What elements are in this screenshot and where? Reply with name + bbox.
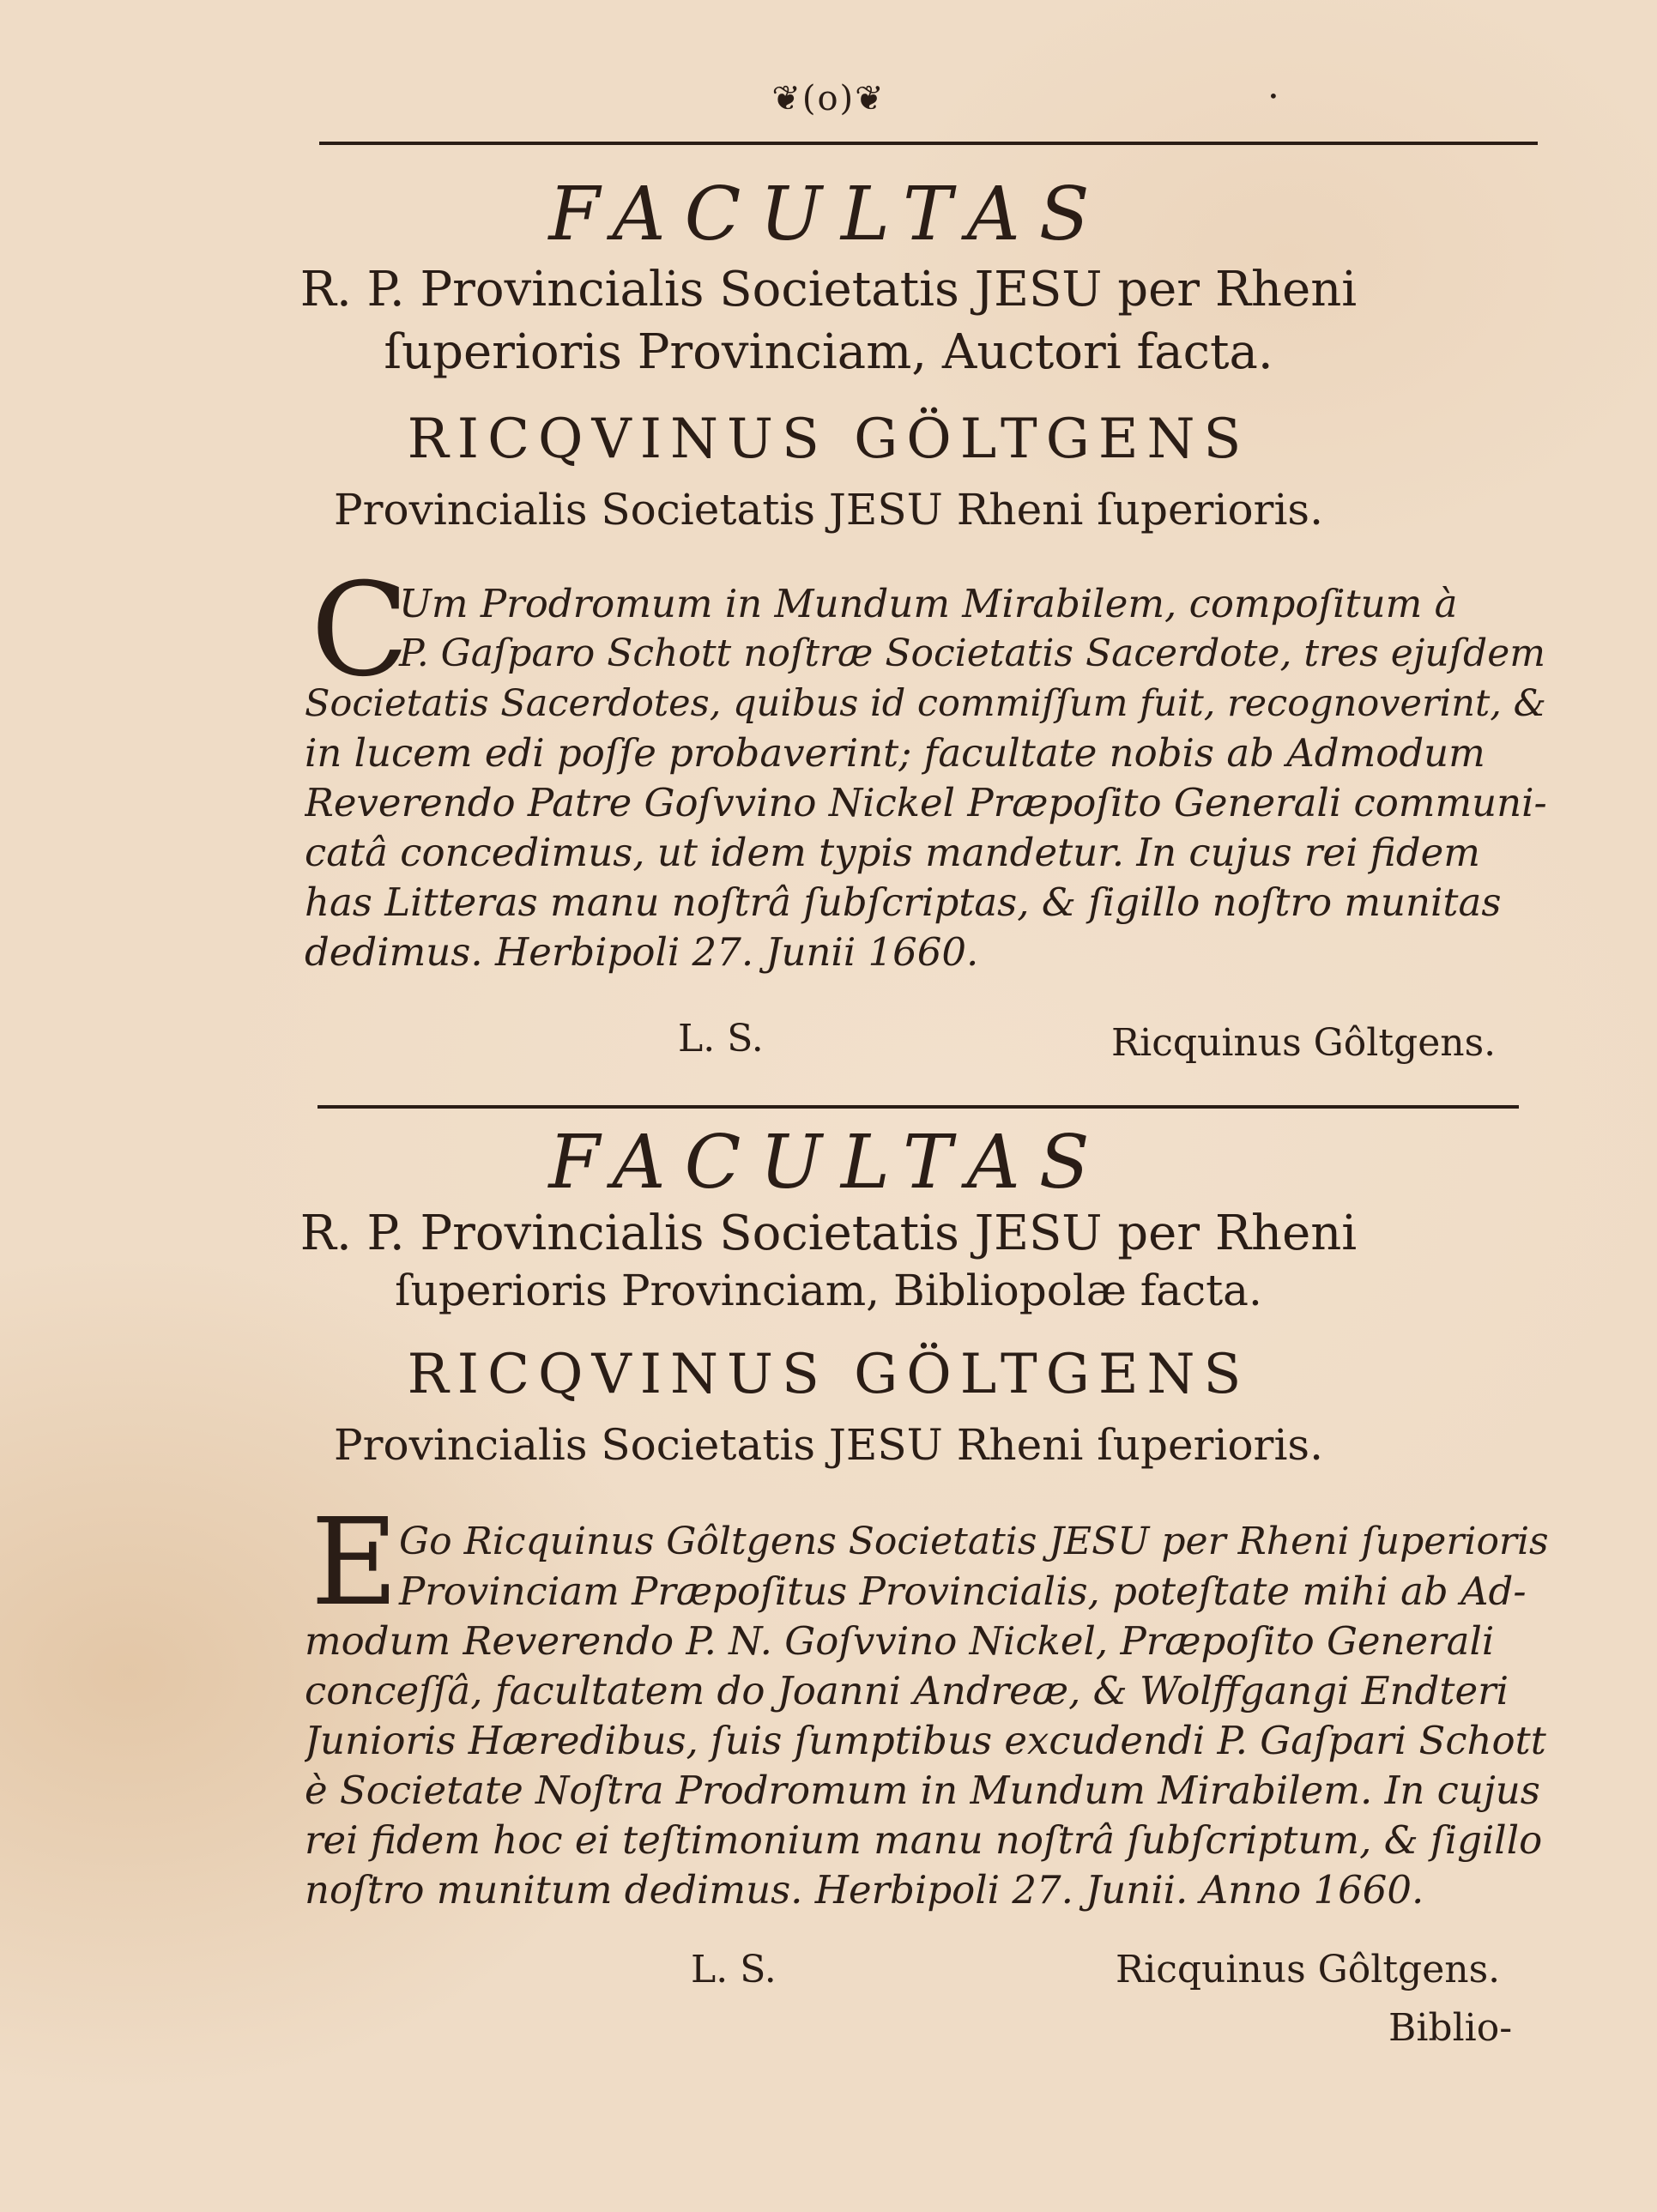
- section2-line: conceſſâ, facultatem do Joanni Andreæ, & Wolffgangi Endteri: [305, 1668, 1509, 1713]
- section1-line: Societatis Sacerdotes, quibus id commiſſum fuit, recognoverint, &: [305, 682, 1546, 725]
- section1-name-sub: Provincialis Societatis JESU Rheni ſuperioris.: [333, 485, 1323, 535]
- catchword: Biblio-: [1388, 2006, 1513, 2050]
- section-divider: [317, 1105, 1519, 1109]
- section1-heading: FACULTAS: [548, 172, 1109, 257]
- section1-line: has Litteras manu noſtrâ ſubſcriptas, & ſigillo noſtro munitas: [305, 879, 1502, 925]
- page-header: [0, 79, 1657, 118]
- section1-body: [305, 579, 1553, 977]
- section1-dropcap: C: [311, 556, 409, 705]
- section2-line: Go Ricquinus Gôltgens Societatis JESU per Rheni ſuperioris: [399, 1520, 1549, 1563]
- section2-heading: FACULTAS: [548, 1120, 1109, 1206]
- header-rule: [319, 142, 1538, 145]
- section1-name: RICQVINUS GÖLTGENS: [407, 408, 1250, 471]
- section2-line: è Societate Noſtra Prodromum in Mundum Mirabilem. In cujus: [305, 1768, 1540, 1813]
- section1-line: dedimus. Herbipoli 27. Junii 1660.: [305, 929, 979, 975]
- header-dot: •: [1268, 86, 1280, 106]
- header-ornament: ❦(o)❦: [771, 79, 886, 118]
- section2-line: rei fidem hoc ei teſtimonium manu noſtrâ ſubſcriptum, & ſigillo: [305, 1817, 1543, 1863]
- section2-seal-mark: L. S.: [691, 1948, 777, 1991]
- section2-signature: Ricquinus Gôltgens.: [1116, 1948, 1501, 1991]
- section2-line: Junioris Hæredibus, ſuis ſumptibus excudendi P. Gaſpari Schott: [305, 1718, 1546, 1763]
- section2-name-sub: Provincialis Societatis JESU Rheni ſuperioris.: [333, 1420, 1323, 1470]
- section1-line: Reverendo Patre Goſvvino Nickel Præpoſito Generali communi-: [305, 780, 1547, 825]
- section1-subtitle-line1: R. P. Provincialis Societatis JESU per Rheni: [299, 262, 1358, 317]
- section1-subtitle-line2: ſuperioris Provinciam, Auctori facta.: [384, 324, 1273, 380]
- section2-name: RICQVINUS GÖLTGENS: [407, 1343, 1250, 1406]
- section2-line: noſtro munitum dedimus. Herbipoli 27. Junii. Anno 1660.: [305, 1867, 1424, 1913]
- section2-body: [305, 1517, 1553, 1915]
- section2-subtitle-line1: R. P. Provincialis Societatis JESU per Rheni: [299, 1206, 1358, 1261]
- section2-dropcap: E: [311, 1493, 399, 1633]
- section1-line: P. Gaſparo Schott noſtræ Societatis Sacerdote, tres ejuſdem: [399, 632, 1545, 675]
- section2-line: Provinciam Præpoſitus Provincialis, poteſtate mihi ab Ad-: [399, 1568, 1527, 1614]
- section1-line: catâ concedimus, ut idem typis mandetur. In cujus rei fidem: [305, 830, 1480, 875]
- section2-subtitle-line2: ſuperioris Provinciam, Bibliopolæ facta.: [395, 1266, 1262, 1315]
- section2-line: modum Reverendo P. N. Goſvvino Nickel, Præpoſito Generali: [305, 1618, 1495, 1664]
- section1-line: Um Prodromum in Mundum Mirabilem, compoſitum à: [399, 581, 1458, 626]
- section1-signature: Ricquinus Gôltgens.: [1111, 1021, 1497, 1065]
- section1-seal-mark: L. S.: [678, 1017, 764, 1061]
- section1-line: in lucem edi poſſe probaverint; facultate nobis ab Admodum: [305, 730, 1485, 776]
